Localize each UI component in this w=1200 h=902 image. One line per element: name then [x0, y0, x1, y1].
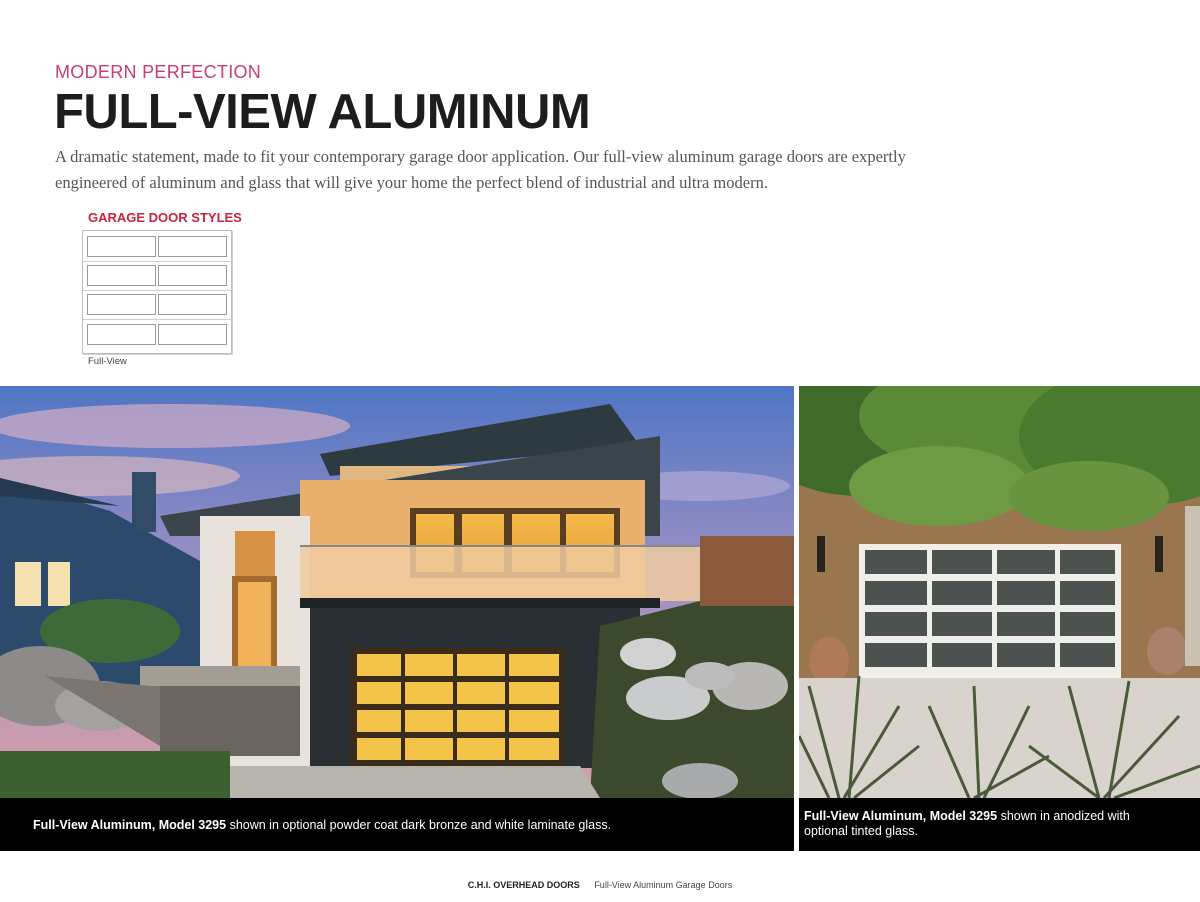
photo-stucco-house — [799, 386, 1200, 798]
caption-description: shown in optional powder coat dark bronze and white laminate glass. — [229, 818, 612, 832]
footer-brand: C.H.I. OVERHEAD DOORS — [467, 880, 580, 890]
page-footer — [0, 880, 1200, 890]
full-view-door-style-diagram — [82, 230, 232, 354]
kicker: MODERN PERFECTION — [55, 62, 262, 82]
photo-modern-house — [0, 386, 794, 798]
intro-paragraph: A dramatic statement, made to fit your contemporary garage door application. Our full-view aluminum garage doors are expertly engineered of aluminum and glass that will give your home the perfect blend of industrial and ultra modern. — [55, 147, 906, 192]
caption-model-bold: Full-View Aluminum, Model 3295 — [33, 818, 227, 832]
photo-caption-stucco-house — [799, 798, 1200, 851]
style-caption-full-view: Full-View — [88, 356, 127, 367]
footer-subtitle: Full-View Aluminum Garage Doors — [594, 880, 733, 890]
caption-model-bold: Full-View Aluminum, Model 3295 — [804, 809, 998, 823]
page-title: FULL-VIEW ALUMINUM — [54, 85, 591, 139]
photo-caption-modern-house — [0, 798, 794, 851]
caption-description: shown in anodized with optional tinted glass. — [804, 809, 1130, 838]
styles-heading: GARAGE DOOR STYLES — [88, 210, 242, 225]
